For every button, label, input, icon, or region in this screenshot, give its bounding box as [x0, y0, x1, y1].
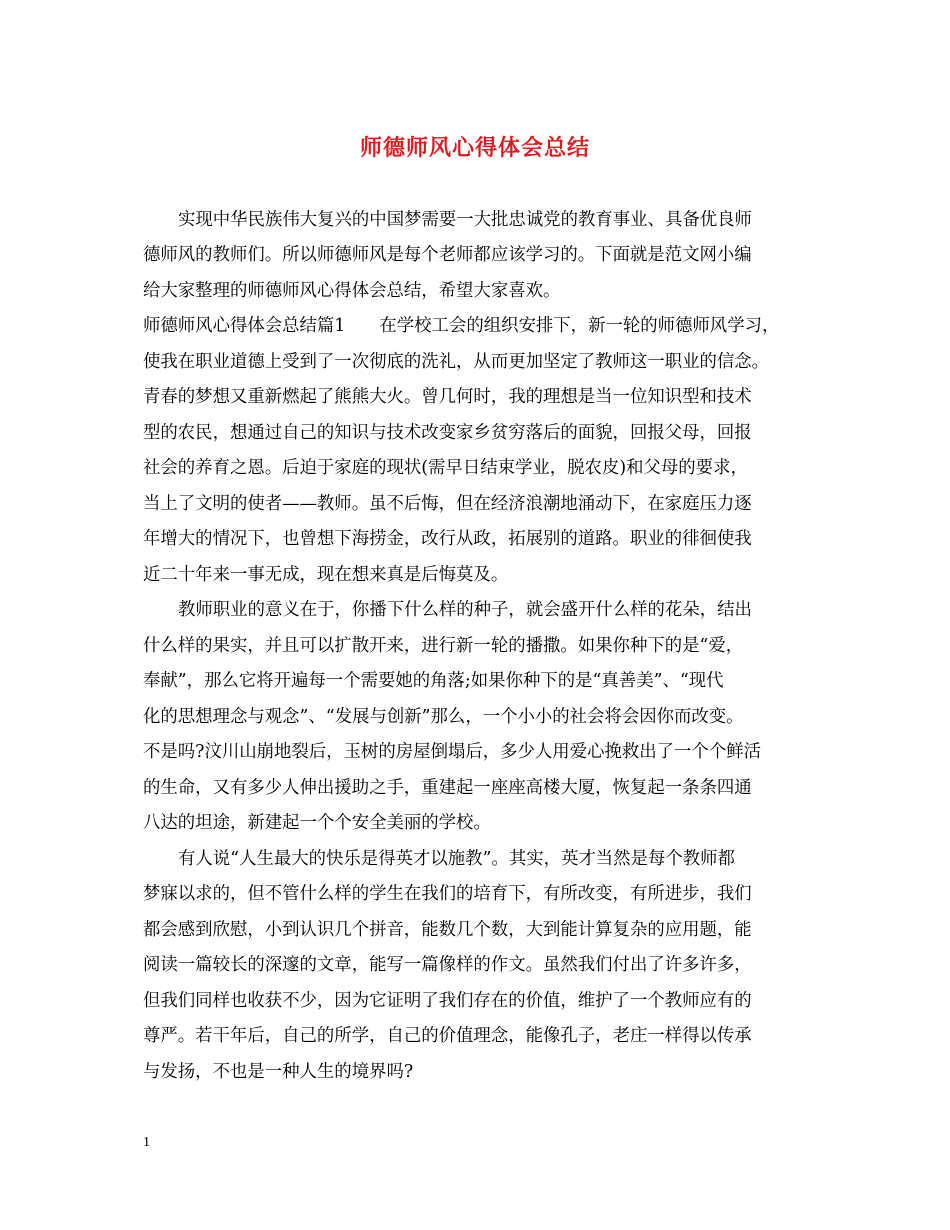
- text-line: [143, 314, 779, 338]
- text-line: 德师风的教师们。所以师德师风是每个老师都应该学习的。下面就是范文网小编: [143, 245, 752, 265]
- text-line: 有人说“人生最大的快乐是得英才以施教”。其实，英才当然是每个教师都: [178, 849, 735, 869]
- text-line: 型的农民，想通过自己的知识与技术改变家乡贫穷落后的面貌，回报父母，回报: [143, 423, 752, 443]
- text-line: 尊严。若干年后，自己的所学，自己的价值理念，能像孔子，老庄一样得以传承: [143, 1026, 752, 1046]
- text-line: 实现中华民族伟大复兴的中国梦需要一大批忠诚党的教育事业、具备优良师: [178, 210, 752, 230]
- text-line: 不是吗?汶川山崩地裂后，玉树的房屋倒塌后，多少人用爱心挽救出了一个个鲜活: [143, 742, 761, 762]
- text-line: 化的思想理念与观念”、“发展与创新”那么，一个小小的社会将会因你而改变。: [143, 707, 744, 727]
- text-line: 近二十年来一事无成，现在想来真是后悔莫及。: [143, 565, 509, 585]
- text-segment: 在学校工会的组织安排下，新一轮的师德师风学习，: [379, 316, 780, 336]
- text-line: 社会的养育之恩。后迫于家庭的现状(需早日结束学业，脱农皮)和父母的要求，: [143, 458, 748, 478]
- text-line: 与发扬，不也是一种人生的境界吗?: [143, 1062, 414, 1082]
- text-line: 的生命，又有多少人伸出援助之手，重建起一座座高楼大厦，恢复起一条条四通: [143, 778, 752, 798]
- text-line: 使我在职业道德上受到了一次彻底的洗礼，从而更加坚定了教师这一职业的信念。: [143, 352, 770, 372]
- text-line: 八达的坦途，新建起一个个安全美丽的学校。: [143, 813, 491, 833]
- page-number: 1: [143, 1135, 150, 1150]
- text-line: 当上了文明的使者——教师。虽不后悔，但在经济浪潮地涌动下，在家庭压力逐: [143, 494, 752, 514]
- text-line: 但我们同样也收获不少，因为它证明了我们存在的价值，维护了一个教师应有的: [143, 991, 752, 1011]
- text-line: 阅读一篇较长的深邃的文章，能写一篇像样的作文。虽然我们付出了许多许多，: [143, 955, 752, 975]
- text-line: 年增大的情况下，也曾想下海捞金，改行从政，拓展别的道路。职业的徘徊使我: [143, 529, 752, 549]
- section-heading: 师德师风心得体会总结篇1: [143, 316, 346, 336]
- document-title: 师德师风心得体会总结: [359, 135, 590, 161]
- text-line: 青春的梦想又重新燃起了熊熊大火。曾几何时，我的理想是当一位知识型和技术: [143, 387, 752, 407]
- text-line: 什么样的果实，并且可以扩散开来，进行新一轮的播撒。如果你种下的是“爱，: [143, 636, 744, 656]
- text-line: 奉献”，那么它将开遍每一个需要她的角落;如果你种下的是“真善美”、“现代: [143, 671, 724, 691]
- text-line: 教师职业的意义在于，你播下什么样的种子，就会盛开什么样的花朵，结出: [178, 600, 752, 620]
- text-line: 梦寐以求的，但不管什么样的学生在我们的培育下，有所改变，有所进步，我们: [143, 884, 752, 904]
- text-line: 给大家整理的师德师风心得体会总结，希望大家喜欢。: [143, 281, 561, 301]
- text-line: 都会感到欣慰，小到认识几个拼音，能数几个数，大到能计算复杂的应用题，能: [143, 920, 752, 940]
